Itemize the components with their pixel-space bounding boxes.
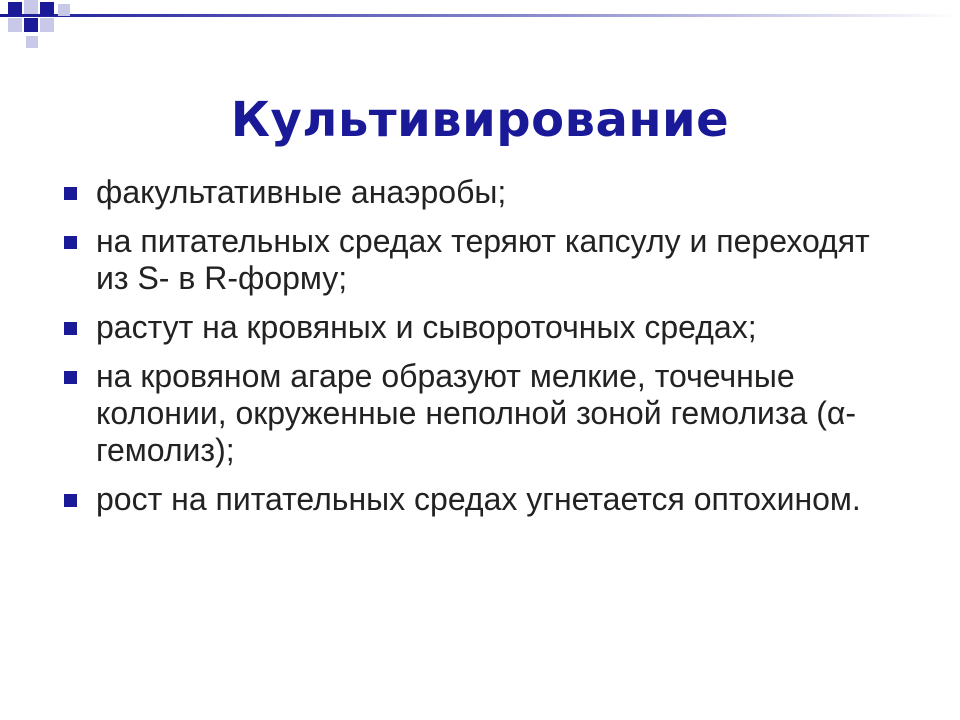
square-bullet-icon <box>64 187 77 200</box>
list-item <box>62 358 902 469</box>
list-item <box>62 223 902 297</box>
bullet-list <box>62 174 902 530</box>
square-bullet-icon <box>64 322 77 335</box>
bullet-text: растут на кровяных и сывороточных средах; <box>96 309 757 345</box>
list-item <box>62 309 902 346</box>
list-item <box>62 481 902 518</box>
square-bullet-icon <box>64 236 77 249</box>
slide-title: Культивирование <box>230 92 730 148</box>
square-bullet-icon <box>64 494 77 507</box>
corner-decoration-icon <box>0 0 960 60</box>
bullet-text: рост на питательных средах угнетается оптохином. <box>96 481 861 517</box>
bullet-text: факультативные анаэробы; <box>96 174 507 210</box>
bullet-text: на питательных средах теряют капсулу и переходят из S- в R-форму; <box>96 223 870 296</box>
square-bullet-icon <box>64 371 77 384</box>
list-item <box>62 174 902 211</box>
bullet-text: на кровяном агаре образуют мелкие, точечные колонии, окруженные неполной зоной гемолиза (α-гемолиз); <box>96 358 857 468</box>
